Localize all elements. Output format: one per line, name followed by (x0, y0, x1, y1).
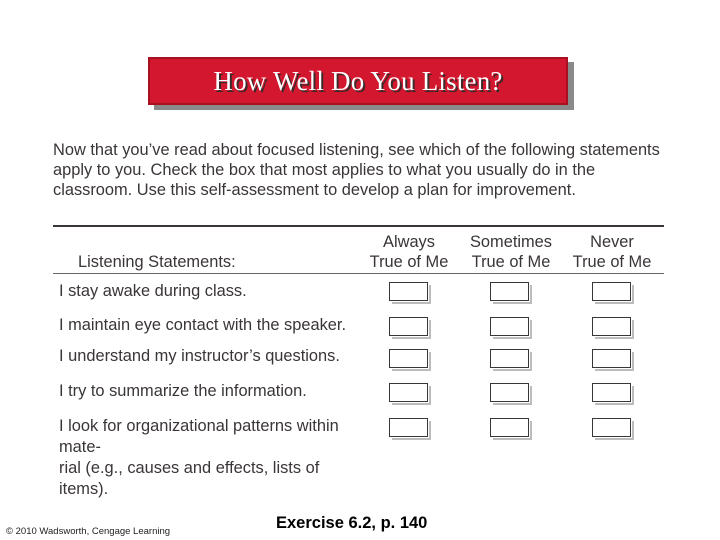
checkbox-sometimes-row-2[interactable] (490, 317, 529, 336)
checkbox-never-row-5[interactable] (592, 418, 631, 437)
statement-stay-awake: I stay awake during class. (59, 282, 247, 300)
column-header-sometimes: Sometimes True of Me (470, 233, 552, 271)
checkbox-always-row-4[interactable] (389, 383, 428, 402)
checkbox-sometimes-row-1[interactable] (490, 282, 529, 301)
statement-summarize: I try to summarize the information. (59, 382, 307, 400)
checkbox-sometimes-row-5[interactable] (490, 418, 529, 437)
checkbox-never-row-1[interactable] (592, 282, 631, 301)
copyright-notice: © 2010 Wadsworth, Cengage Learning (6, 526, 171, 537)
checkbox-never-row-4[interactable] (592, 383, 631, 402)
checkbox-never-row-2[interactable] (592, 317, 631, 336)
checkbox-always-row-5[interactable] (389, 418, 428, 437)
intro-paragraph: Now that you’ve read about focused listening, see which of the following statements apply to you. Check the box that most applies to what you usually do in the classroom. Use this self-assessment to develop a plan for improvement. (53, 141, 660, 199)
column-header-never: Never True of Me (572, 233, 652, 271)
checkbox-always-row-3[interactable] (389, 349, 428, 368)
checkbox-never-row-3[interactable] (592, 349, 631, 368)
table-header-rule (53, 273, 664, 274)
checkbox-sometimes-row-3[interactable] (490, 349, 529, 368)
title-banner (148, 57, 568, 105)
checkbox-always-row-2[interactable] (389, 317, 428, 336)
checkbox-sometimes-row-4[interactable] (490, 383, 529, 402)
column-header-always: Always True of Me (369, 233, 449, 271)
page-title: How Well Do You Listen? (213, 65, 503, 96)
statement-eye-contact: I maintain eye contact with the speaker. (59, 316, 346, 334)
statement-understand-questions: I understand my instructor’s questions. (59, 347, 340, 365)
column-header-statements: Listening Statements: (78, 253, 236, 271)
checkbox-always-row-1[interactable] (389, 282, 428, 301)
exercise-reference: Exercise 6.2, p. 140 (276, 514, 428, 532)
table-top-rule (53, 225, 664, 227)
statement-organizational-patterns: I look for organizational patterns within mate- rial (e.g., causes and effects, lists of items). (59, 417, 339, 498)
